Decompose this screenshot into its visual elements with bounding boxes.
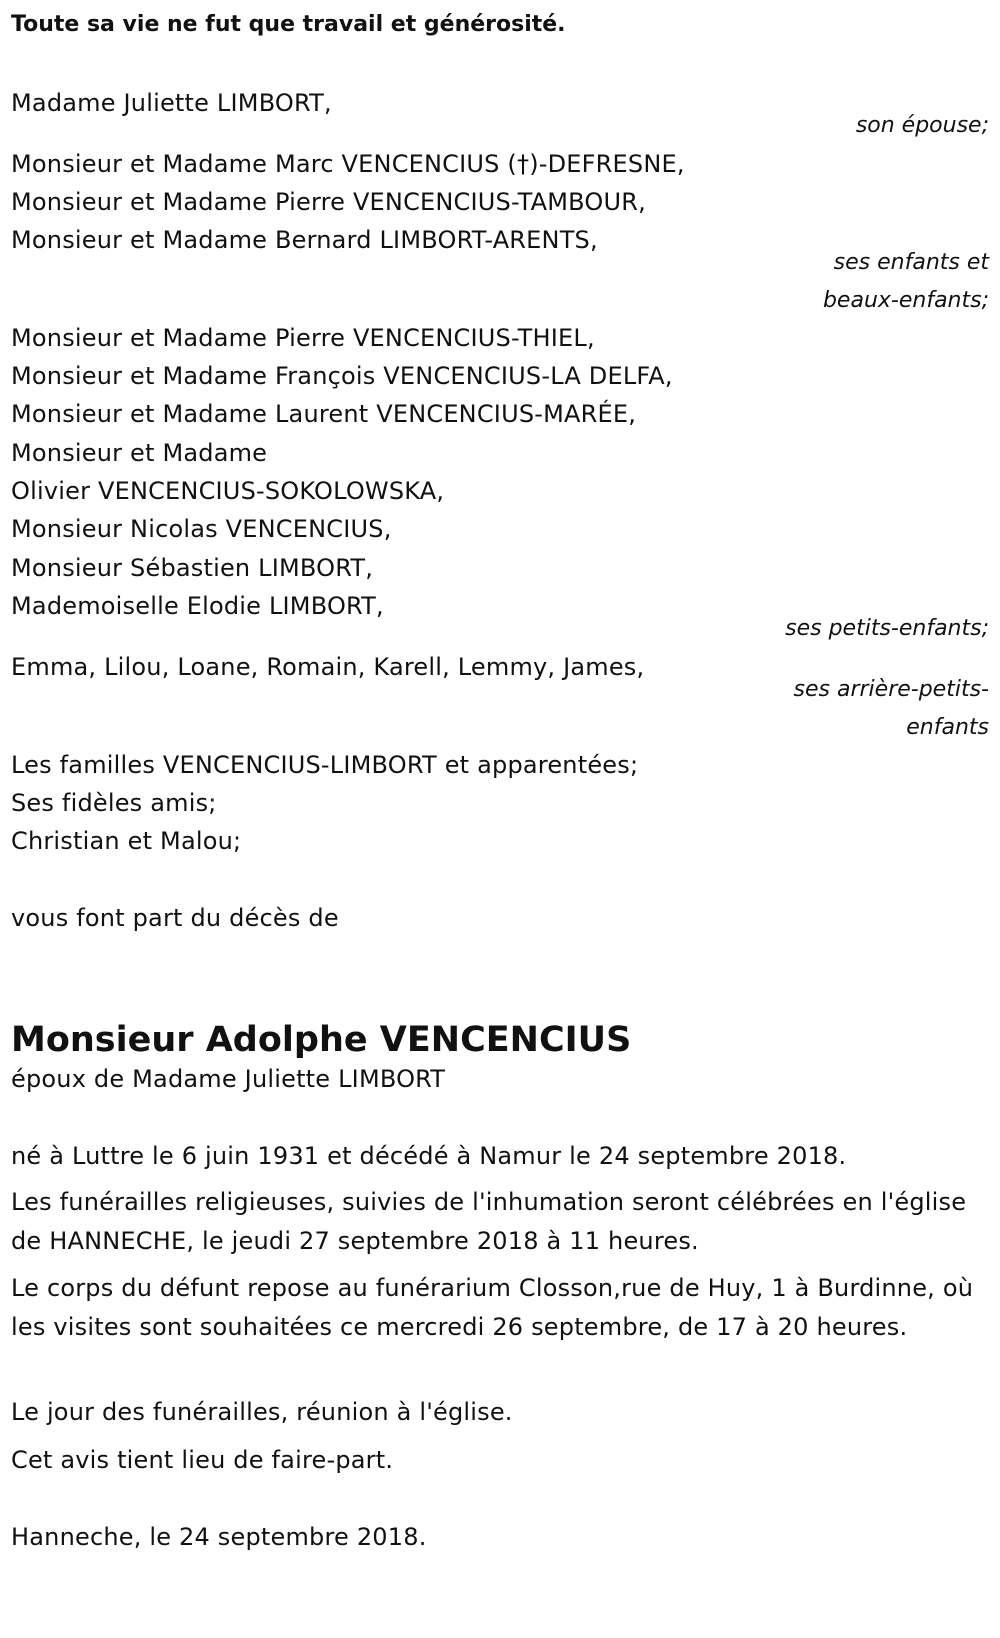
children-role-line2: beaux-enfants; [822,288,989,313]
spouse-of: époux de Madame Juliette LIMBORT [11,1065,446,1093]
child-name: Monsieur et Madame Pierre VENCENCIUS-TAMBOUR, [11,188,646,216]
others-line: Les familles VENCENCIUS-LIMBORT et apparentées; [11,751,639,779]
child-name: Monsieur et Madame Bernard LIMBORT-ARENTS, [11,226,598,254]
grandchild-name: Monsieur Sébastien LIMBORT, [11,554,374,582]
child-name: Monsieur et Madame Marc VENCENCIUS (†)-DEFRESNE, [11,150,685,178]
others-line: Ses fidèles amis; [11,789,217,817]
deceased-name: Monsieur Adolphe VENCENCIUS [11,1020,632,1060]
grandchild-name: Monsieur et Madame Laurent VENCENCIUS-MARÉE, [11,400,637,428]
meeting-info: Le jour des funérailles, réunion à l'église. [11,1398,513,1426]
funeral-info: Les funérailles religieuses, suivies de l'inhumation seront célébrées en l'église de HANNECHE, le jeudi 27 septembre 2018 à 11 heures. [11,1188,967,1255]
great-grandchildren-names: Emma, Lilou, Loane, Romain, Karell, Lemmy, James, [11,653,645,681]
grandchild-name: Monsieur et Madame François VENCENCIUS-LA DELFA, [11,362,673,390]
notice-info: Cet avis tient lieu de faire-part. [11,1446,394,1474]
announcement: vous font part du décès de [11,904,339,932]
grandchild-name: Olivier VENCENCIUS-SOKOLOWSKA, [11,477,445,505]
grandchild-name: Monsieur et Madame [11,439,268,467]
grandchild-name: Monsieur Nicolas VENCENCIUS, [11,515,392,543]
great-grandchildren-role-line2: enfants [906,715,989,740]
grandchildren-role: ses petits-enfants; [785,616,989,641]
grandchild-name: Monsieur et Madame Pierre VENCENCIUS-THIEL, [11,324,595,352]
spouse-name: Madame Juliette LIMBORT, [11,89,332,117]
birth-death-info: né à Luttre le 6 juin 1931 et décédé à Namur le 24 septembre 2018. [11,1142,847,1170]
spouse-role: son épouse; [855,113,989,138]
place-date: Hanneche, le 24 septembre 2018. [11,1523,427,1551]
motto: Toute sa vie ne fut que travail et générosité. [11,12,566,37]
great-grandchildren-role-line1: ses arrière-petits- [793,677,989,702]
grandchild-name: Mademoiselle Elodie LIMBORT, [11,592,384,620]
visitation-info: Le corps du défunt repose au funérarium Closson,rue de Huy, 1 à Burdinne, où les visites sont souhaitées ce mercredi 26 septembre, de 17 à 20 heures. [11,1274,974,1341]
children-role-line1: ses enfants et [833,250,989,275]
others-line: Christian et Malou; [11,827,242,855]
